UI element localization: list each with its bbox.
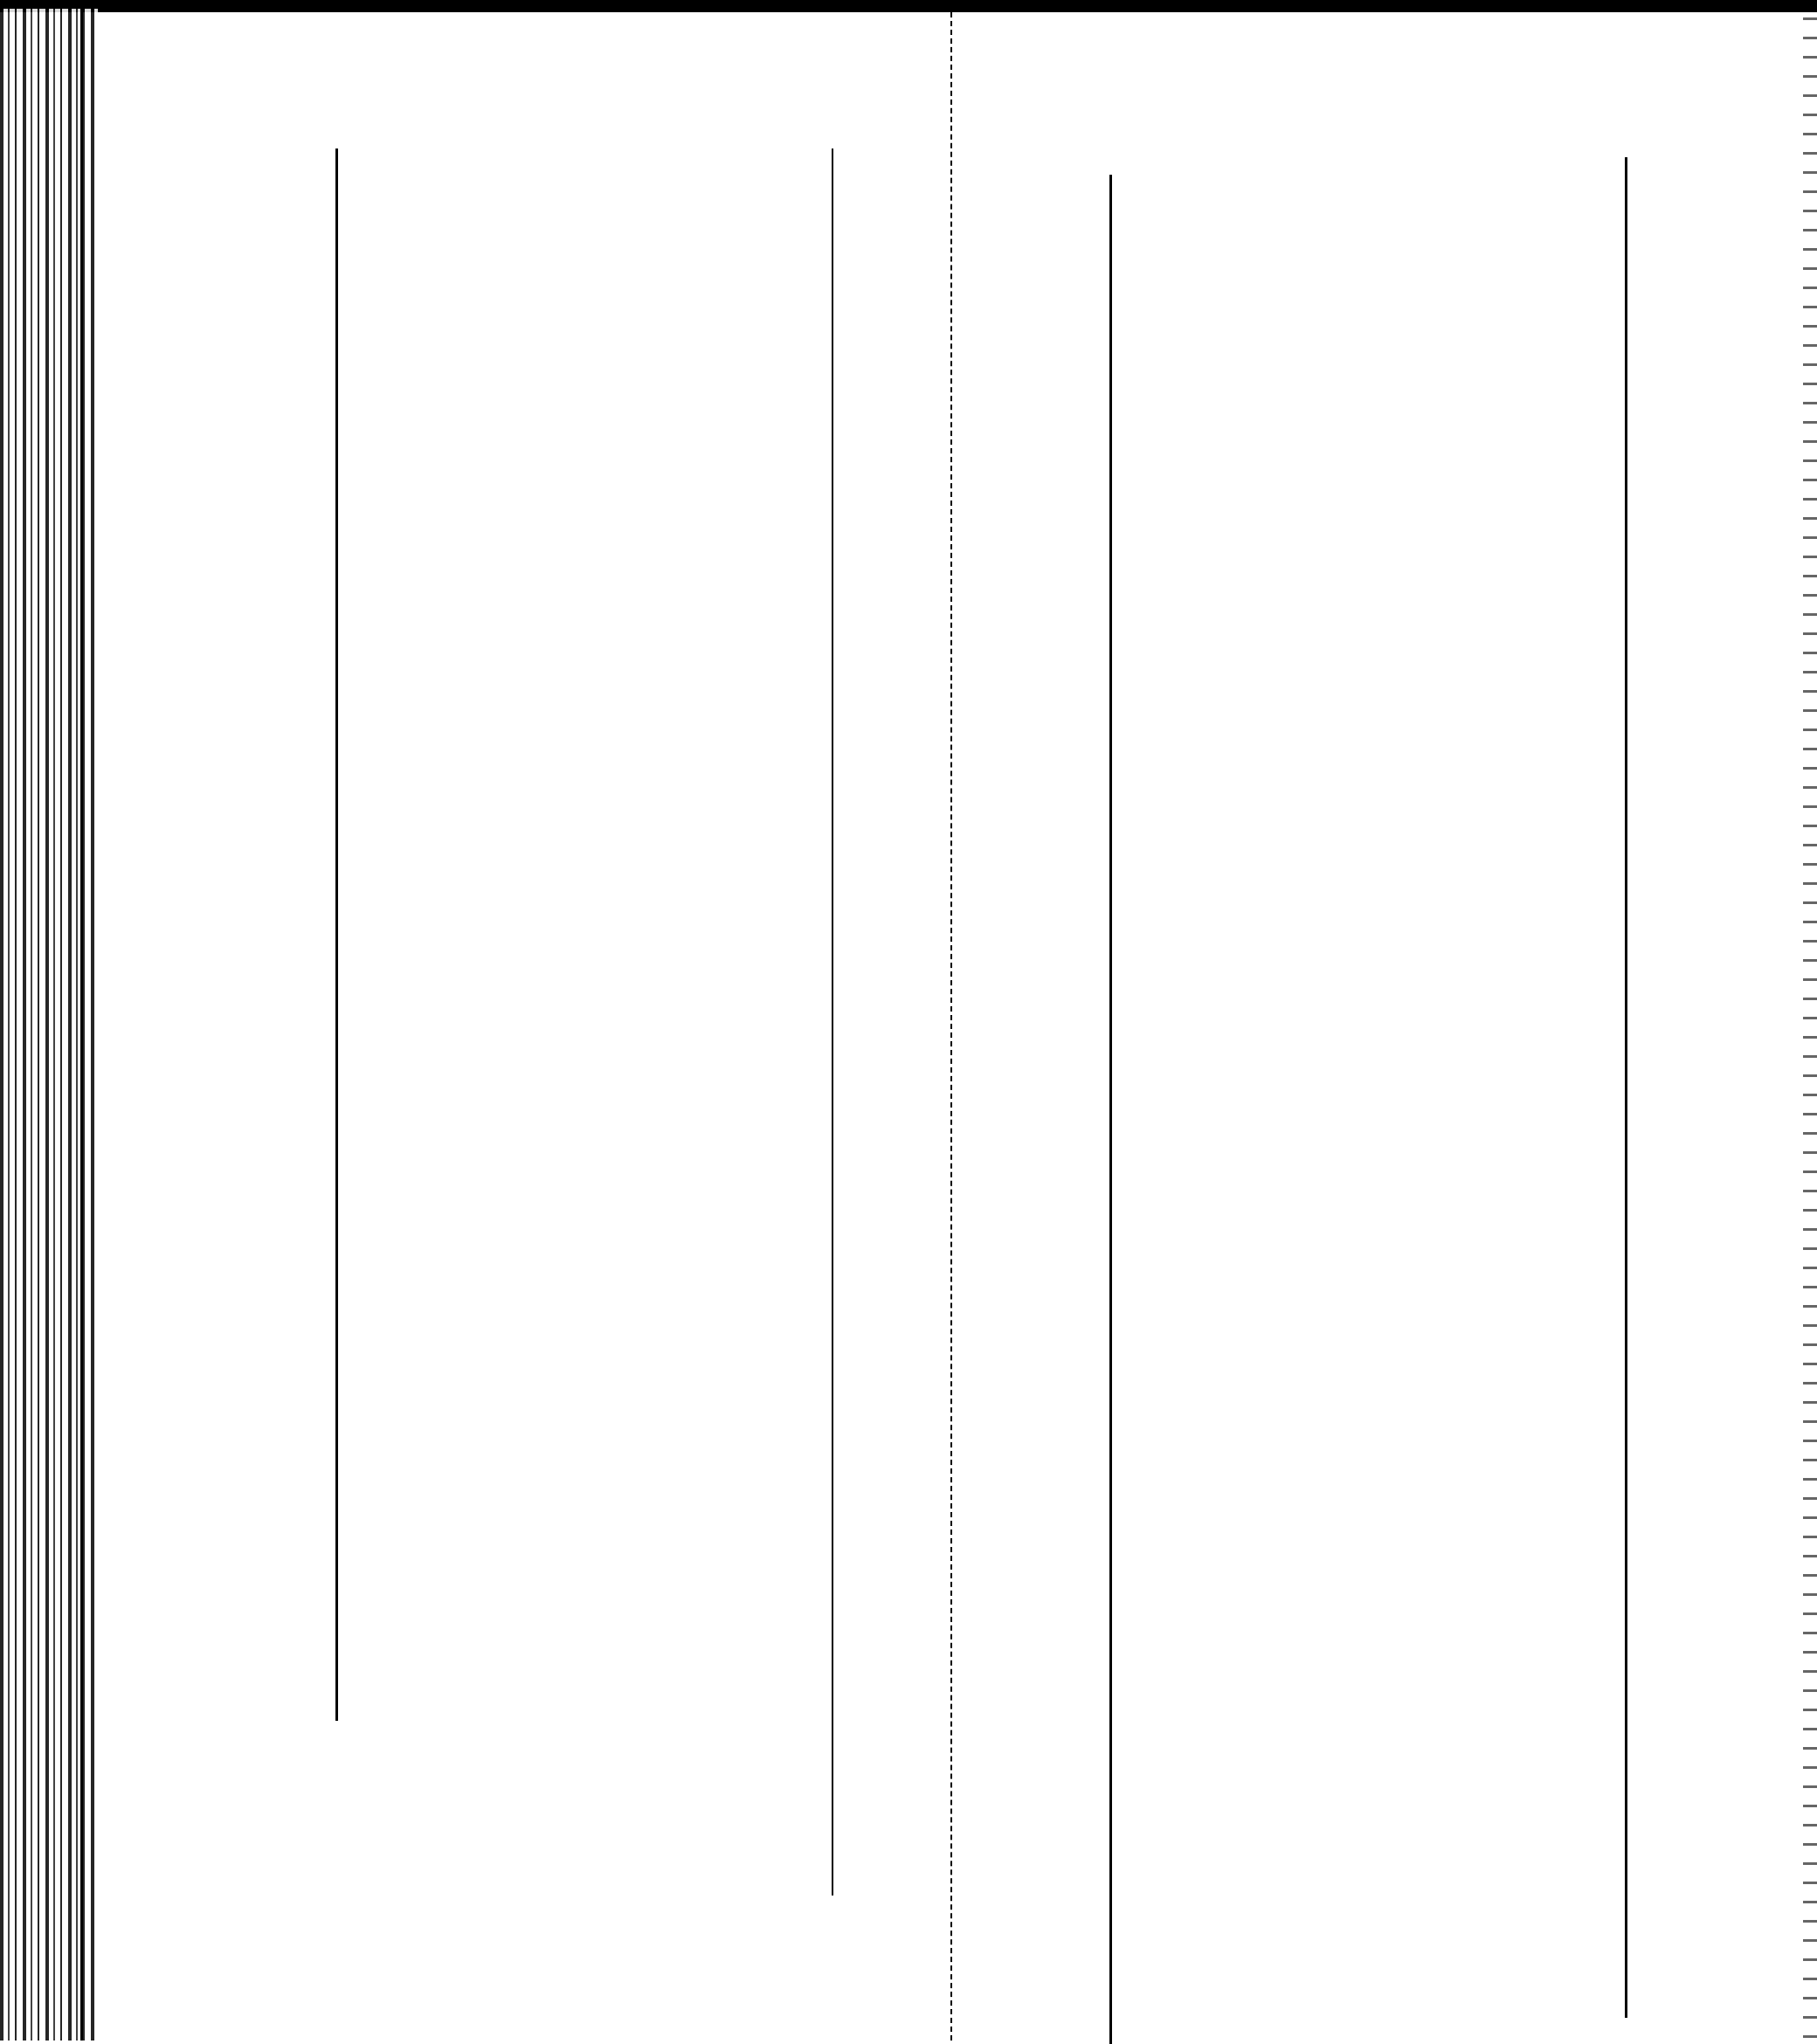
left-column-rule bbox=[1109, 175, 1112, 2044]
right-column-rule bbox=[1625, 157, 1627, 2018]
right-page bbox=[952, 0, 1817, 2041]
right-column-rule bbox=[832, 148, 833, 1896]
left-column-rule bbox=[335, 148, 338, 1721]
